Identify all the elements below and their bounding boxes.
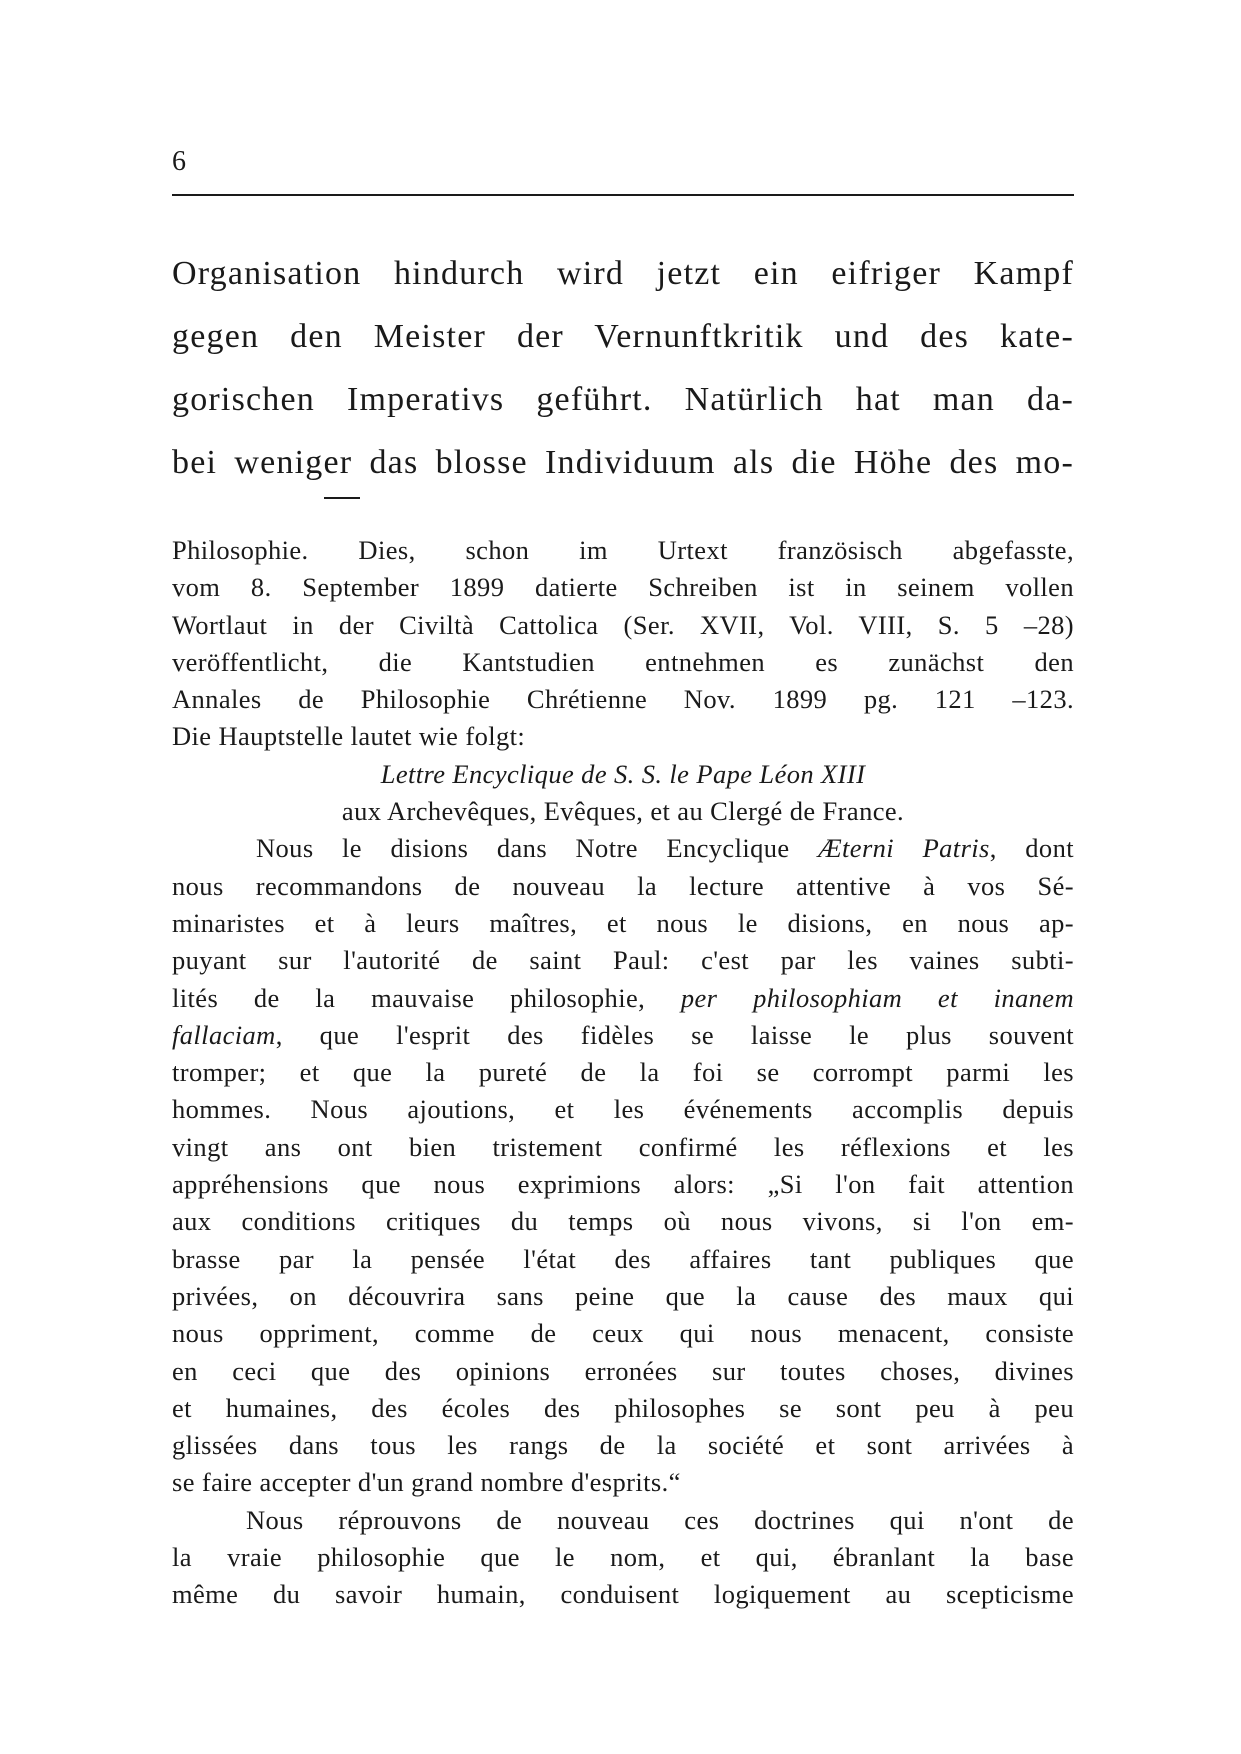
footnote-line: hommes. Nous ajoutions, et les événements accomplis depuis <box>172 1094 1074 1125</box>
footnote-line: tromper; et que la pureté de la foi se corrompt parmi les <box>172 1057 1074 1088</box>
footnote-line: en ceci que des opinions erronées sur toutes choses, divines <box>172 1355 1074 1386</box>
footnote-line: brasse par la pensée l'état des affaires tant publiques que <box>172 1243 1074 1274</box>
footnote-line: vingt ans ont bien tristement confirmé les réflexions et les <box>172 1131 1074 1162</box>
footnote-line: appréhensions que nous exprimions alors: „Si l'on fait attention <box>172 1169 1074 1200</box>
main-text-line: Organisation hindurch wird jetzt ein eifriger Kampf <box>172 255 1074 292</box>
footnote-separator <box>324 497 360 499</box>
main-text-line: gorischen Imperativs geführt. Natürlich hat man da- <box>172 381 1074 418</box>
footnote-line: et humaines, des écoles des philosophes se sont peu à peu <box>172 1392 1074 1423</box>
footnote-line: lités de la mauvaise philosophie, per philosophiam et inanem <box>172 982 1074 1013</box>
footnote-line: la vraie philosophie que le nom, et qui, ébranlant la base <box>172 1542 1074 1573</box>
main-text-line: bei weniger das blosse Individuum als die Höhe des mo- <box>172 444 1074 481</box>
main-text-line: gegen den Meister der Vernunftkritik und des kate- <box>172 318 1074 355</box>
footnote <box>172 532 1074 1614</box>
footnote-line: vom 8. September 1899 datierte Schreiben ist in seinem vollen <box>172 572 1074 603</box>
footnote-line: se faire accepter d'un grand nombre d'esprits.“ <box>172 1467 681 1498</box>
footnote-line: aux conditions critiques du temps où nous vivons, si l'on em- <box>172 1206 1074 1237</box>
footnote-line: nous oppriment, comme de ceux qui nous menacent, consiste <box>172 1318 1074 1349</box>
letter-recipients: aux Archevêques, Evêques, et au Clergé de France. <box>341 796 905 827</box>
footnote-line: glissées dans tous les rangs de la société et sont arrivées à <box>172 1430 1074 1461</box>
footnote-line: Annales de Philosophie Chrétienne Nov. 1899 pg. 121 –123. <box>172 684 1074 715</box>
footnote-line: privées, on découvrira sans peine que la cause des maux qui <box>172 1280 1074 1311</box>
footnote-line: puyant sur l'autorité de saint Paul: c'est par les vaines subti- <box>172 945 1074 976</box>
footnote-line: nous recommandons de nouveau la lecture attentive à vos Sé- <box>172 870 1074 901</box>
footnote-line: minaristes et à leurs maîtres, et nous le disions, en nous ap- <box>172 907 1074 938</box>
main-text <box>172 242 1074 494</box>
footnote-line: Die Hauptstelle lautet wie folgt: <box>172 721 526 752</box>
footnote-line: veröffentlicht, die Kantstudien entnehmen es zunächst den <box>172 646 1074 677</box>
page-number: 6 <box>172 146 186 177</box>
footnote-line: Philosophie. Dies, schon im Urtext französisch abgefasste, <box>172 535 1074 565</box>
footnote-line: même du savoir humain, conduisent logiquement au scepticisme <box>172 1579 1074 1610</box>
header-rule <box>172 194 1074 196</box>
footnote-line: Nous le disions dans Notre Encyclique Æterni Patris, dont <box>256 833 1074 864</box>
letter-title: Lettre Encyclique de S. S. le Pape Léon XIII <box>380 758 866 789</box>
footnote-line: fallaciam, que l'esprit des fidèles se laisse le plus souvent <box>172 1019 1074 1050</box>
footnote-line: Nous réprouvons de nouveau ces doctrines qui n'ont de <box>246 1504 1074 1535</box>
footnote-line: Wortlaut in der Civiltà Cattolica (Ser. XVII, Vol. VIII, S. 5 –28) <box>172 609 1074 640</box>
